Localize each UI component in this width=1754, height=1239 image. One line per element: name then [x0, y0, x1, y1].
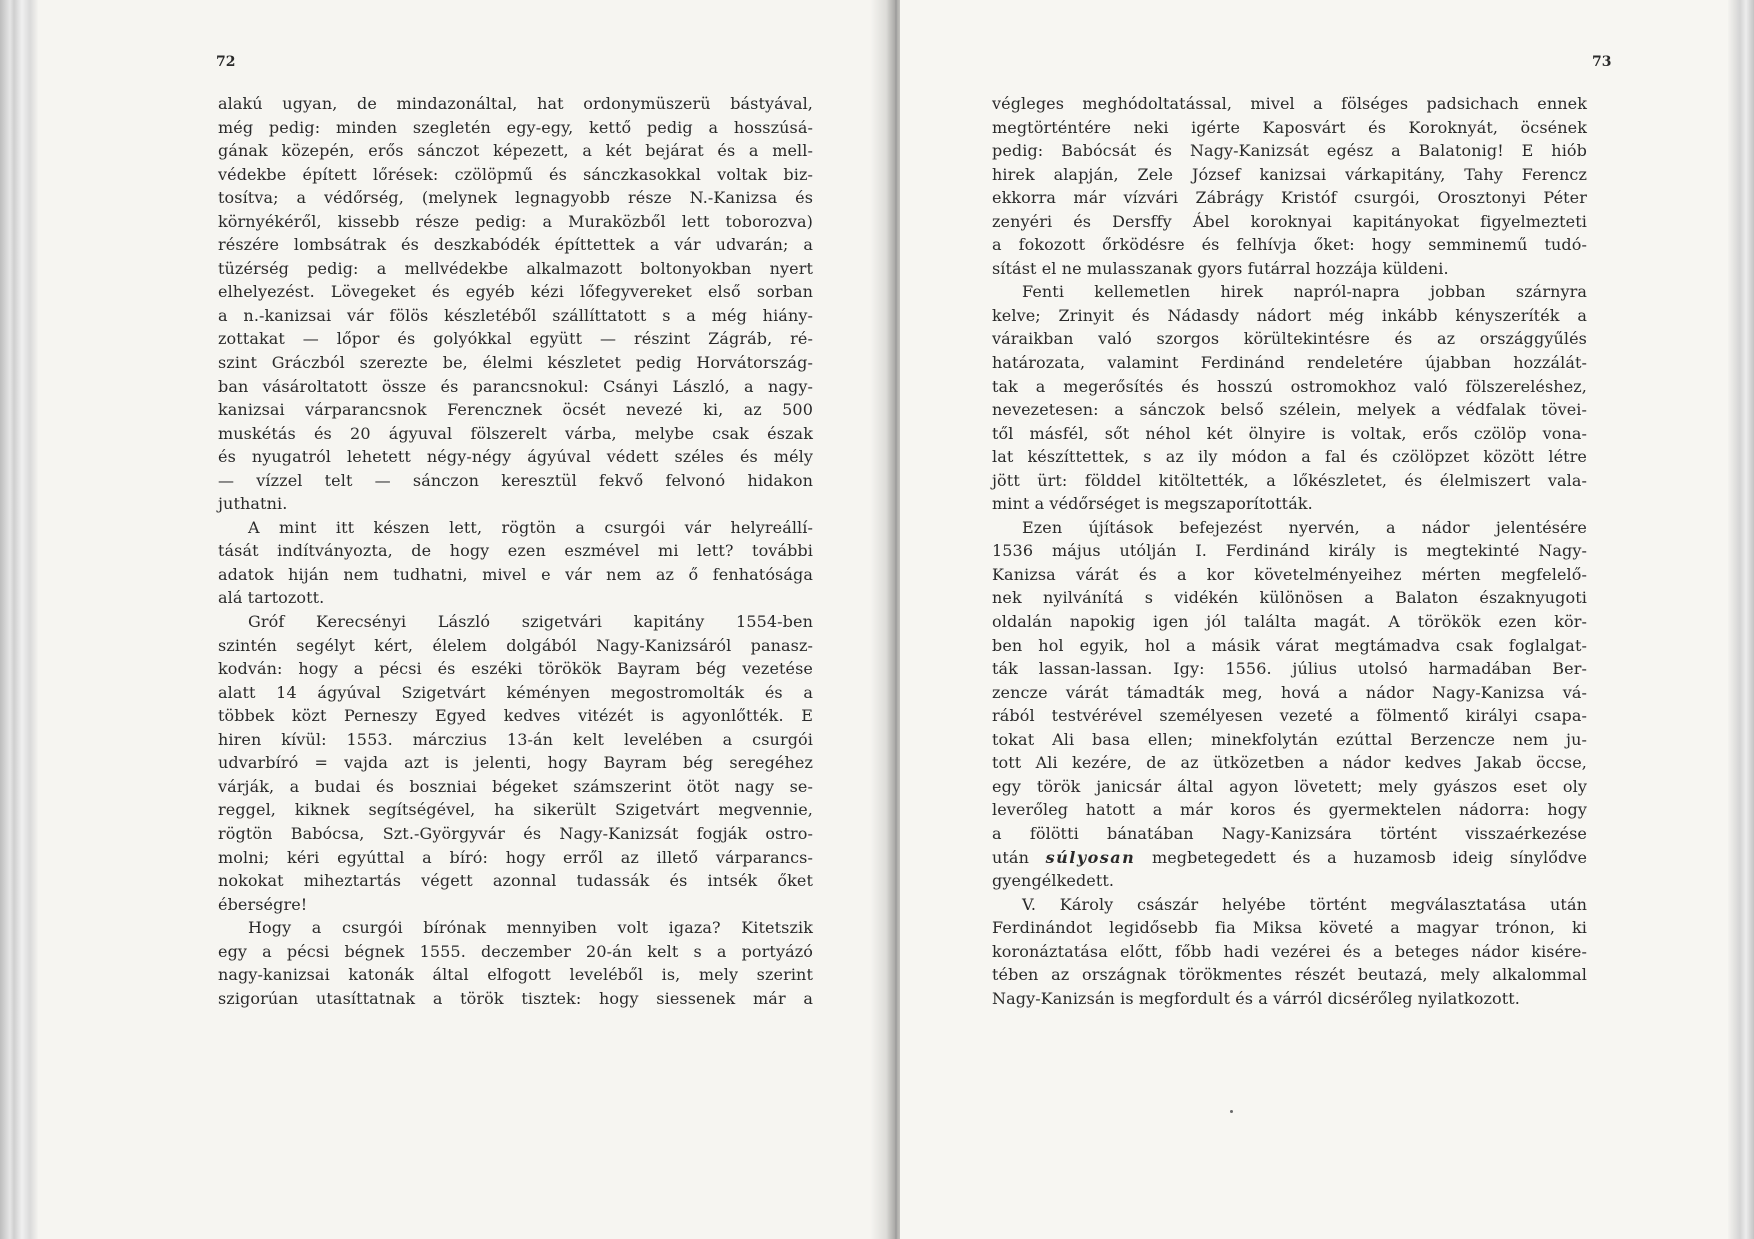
- text-line: V. Károly császár helyébe történt megválasztatása után: [1022, 894, 1587, 914]
- text-line: váraikban való szorgos körültekintésre és az országgyűlés: [992, 329, 1587, 349]
- text-line: nagy-kanizsai katonák által elfogott leveléből is, mely szerint: [218, 965, 813, 985]
- text-line: gyengélkedett.: [992, 871, 1115, 891]
- text-line: adatok hiján nem tudhatni, mivel e vár nem az ő fenhatósága: [218, 564, 813, 584]
- text-line: tak a megerősítés és hosszú ostromokhoz való fölszereléshez,: [992, 376, 1587, 396]
- text-line: Ezen újítások befejezést nyervén, a nádor jelentésére: [1022, 517, 1587, 537]
- left-page: [38, 0, 888, 1239]
- text-line: ekkorra már vízvári Zábrágy Kristóf csurgói, Orosztonyi Péter: [992, 188, 1587, 208]
- text-line: mint a védőrséget is megszaporították.: [992, 494, 1313, 514]
- text-line: tását indítványozta, de hogy ezen eszmével mi lett? további: [218, 541, 813, 561]
- text-line: többek közt Perneszy Egyed kedves vitézét is agyonlőtték. E: [218, 706, 813, 726]
- text-line: A mint itt készen lett, rögtön a csurgói vár helyreállí-: [248, 517, 813, 537]
- page-text: [218, 92, 813, 1010]
- text-line: ták lassan-lassan. Igy: 1556. július utolsó harmadában Ber-: [992, 659, 1587, 679]
- text-line: Nagy-Kanizsán is megfordult és a várról dicsérőleg nyilatkozott.: [992, 988, 1520, 1008]
- text-fragment: után: [992, 847, 1029, 867]
- text-line: elhelyezést. Lövegeket és egyéb kézi lőfegyvereket első sorban: [218, 282, 813, 302]
- text-line: és nyugatról lehetett négy-négy ágyúval védett széles és mély: [218, 447, 813, 467]
- text-fragment: megbetegedett és a huzamosb ideig sínylődve: [1151, 847, 1588, 867]
- text-line: zencze várát támadták meg, hová a nádor Nagy-Kanizsa vá-: [992, 682, 1587, 702]
- text-line: ban vásároltatott össze és parancsnokul: Csányi László, a nagy-: [218, 376, 813, 396]
- text-line: juthatni.: [218, 494, 288, 514]
- text-line: molni; kéri egyúttal a bíró: hogy erről az illető várparancs-: [218, 847, 813, 867]
- text-line: oldalán napokig igen jól találta magát. A törökök ezen kör-: [992, 612, 1587, 632]
- text-line: jött ürt: földdel kitöltették, a lőkészletet, és élelmiszert vala-: [992, 470, 1587, 490]
- text-line: nek nyilvánítá s vidékén különösen a Balaton északnyugoti: [992, 588, 1587, 608]
- page-edges-right: [1728, 0, 1754, 1239]
- text-line: től másfél, sőt néhol két ölnyire is voltak, erős czölöp vona-: [992, 423, 1587, 443]
- text-line: hirek alapján, Zele József kanizsai várkapitány, Tahy Ferencz: [992, 164, 1587, 184]
- text-line: reggel, kiknek segítségével, ha sikerült Szigetvárt megvennie,: [218, 800, 813, 820]
- book-spine-line: [895, 0, 897, 1239]
- text-line: kelve; Zrinyit és Nádasdy nádort még inkább kényszeríték a: [992, 305, 1587, 325]
- text-line-with-emphasis: [992, 846, 1587, 870]
- text-line: szint Gráczból szerezte be, élelmi készletet pedig Horvátország-: [218, 353, 813, 373]
- text-line: szintén segélyt kért, élelem dolgából Nagy-Kanizsáról panasz-: [218, 635, 813, 655]
- text-line: a fokozott őrködésre és felhívja őket: hogy semminemű tudó-: [992, 235, 1587, 255]
- text-line: Hogy a csurgói bírónak mennyiben volt igaza? Kitetszik: [248, 918, 813, 938]
- text-line: egy török janicsár által agyon lövetett; mely gyászos eset oly: [992, 776, 1587, 796]
- text-line: Gróf Kerecsényi László szigetvári kapitány 1554-ben: [248, 612, 813, 632]
- text-line: tott Ali kezére, de az ütközetben a nádor kedves Jakab öccse,: [992, 753, 1587, 773]
- ink-speck: [1230, 1110, 1233, 1113]
- text-line: Ferdinándot legidősebb fia Miksa követé a magyar trónon, ki: [992, 918, 1587, 938]
- page-number: 73: [1592, 54, 1612, 70]
- text-line: gának közepén, erős sánczot képezett, a két bejárat és a mell-: [218, 141, 813, 161]
- text-line: tosítva; a védőrség, (melynek legnagyobb része N.-Kanizsa és: [218, 188, 813, 208]
- text-line: pedig: Babócsát és Nagy-Kanizsát egész a Balatonig! E hiób: [992, 141, 1587, 161]
- text-line: még pedig: minden szegletén egy-egy, kettő pedig a hosszúsá-: [218, 117, 813, 137]
- text-line: muskétás és 20 ágyuval fölszerelt várba, melybe csak észak: [218, 423, 813, 443]
- text-line: hiren kívül: 1553. márczius 13-án kelt levelében a csurgói: [218, 729, 813, 749]
- text-line: szigorúan utasíttatnak a török tisztek: hogy siessenek már a: [218, 988, 813, 1008]
- text-line: megtörténtére neki igérte Kaposvárt és Koroknyát, öcsének: [992, 117, 1587, 137]
- text-line: alá tartozott.: [218, 588, 325, 608]
- text-line: tokat Ali basa ellen; minekfolytán ezúttal Berzencze nem ju-: [992, 729, 1587, 749]
- text-line: végleges meghódoltatással, mivel a fölséges padsichach ennek: [992, 94, 1587, 113]
- text-line: Fenti kellemetlen hirek napról-napra jobban szárnyra: [1022, 282, 1587, 302]
- text-line: udvarbíró = vajda azt is jelenti, hogy Bayram bég seregéhez: [218, 753, 813, 773]
- text-line: kodván: hogy a pécsi és eszéki törökök Bayram bég vezetése: [218, 659, 813, 679]
- text-line: koronáztatása előtt, főbb hadi vezérei és a beteges nádor kisére-: [992, 941, 1587, 961]
- text-line: egy a pécsi bégnek 1555. deczember 20-án kelt s a portyázó: [218, 941, 813, 961]
- text-line: kanizsai várparancsnok Ferencznek öcsét nevezé ki, az 500: [218, 400, 813, 420]
- text-line: Kanizsa várát és a kor követelményeihez mérten megfelelő-: [992, 564, 1587, 584]
- text-line: környékéről, kissebb része pedig: a Muraközből lett toborozva): [218, 211, 813, 231]
- page-edges-left: [0, 0, 38, 1239]
- text-line: védekbe épített lőrések: czölöpmű és sánczkasokkal voltak biz-: [218, 164, 813, 184]
- right-page: [900, 0, 1728, 1239]
- text-line: várják, a budai és boszniai bégeket számszerint ötöt nagy se-: [218, 776, 813, 796]
- page-number: 72: [216, 54, 236, 70]
- text-line: alakú ugyan, de mindazonáltal, hat ordonymüszerü bástyával,: [218, 94, 813, 113]
- text-line: a n.-kanizsai vár fölös készletéből szállíttatott s a még hiány-: [218, 305, 813, 325]
- text-line: rögtön Babócsa, Szt.-Györgyvár és Nagy-Kanizsát fogják ostro-: [218, 823, 813, 843]
- text-line: sítást el ne mulasszanak gyors futárral hozzája küldeni.: [992, 258, 1449, 278]
- text-line: éberségre!: [218, 894, 308, 914]
- text-line: nokokat miheztartás végett azonnal tudassák és intsék őket: [218, 871, 813, 891]
- text-line: zenyéri és Dersffy Ábel koroknyai kapitányokat figyelmezteti: [992, 211, 1587, 231]
- text-line: tében az országnak törökmentes részét beutazá, mely alkalommal: [992, 965, 1587, 985]
- text-line: a fölötti bánatában Nagy-Kanizsára történt visszaérkezése: [992, 823, 1587, 843]
- text-line: alatt 14 ágyúval Szigetvárt kéményen megostromolták és a: [218, 682, 813, 702]
- text-line: rából testvérével személyesen vezeté a fölmentő királyi csapa-: [992, 706, 1587, 726]
- text-line: lat készíttettek, s az ily módon a fal és czölöpzet között létre: [992, 447, 1587, 467]
- text-line: 1536 május utólján I. Ferdinánd király is megtekinté Nagy-: [992, 541, 1587, 561]
- emphasized-word: súlyosan: [1045, 847, 1136, 867]
- text-line: leverőleg hatott a már koros és gyermektelen nádorra: hogy: [992, 800, 1587, 820]
- text-line: nevezetesen: a sánczok belső szélein, melyek a védfalak tövei-: [992, 400, 1587, 420]
- text-line: határozata, valamint Ferdinánd rendeletére újabban hozzálát-: [992, 353, 1587, 373]
- text-line: tüzérség pedig: a mellvédekbe alkalmazott boltonyokban nyert: [218, 258, 813, 278]
- text-line: — vízzel telt — sánczon keresztül fekvő felvonó hidakon: [218, 470, 813, 490]
- page-text: [992, 92, 1587, 1010]
- text-line: részére lombsátrak és deszkabódék építtettek a vár udvarán; a: [218, 235, 813, 255]
- text-line: zottakat — lőpor és golyókkal együtt — részint Zágráb, ré-: [218, 329, 813, 349]
- text-line: ben hol egyik, hol a másik várat megtámadva csak foglalgat-: [992, 635, 1587, 655]
